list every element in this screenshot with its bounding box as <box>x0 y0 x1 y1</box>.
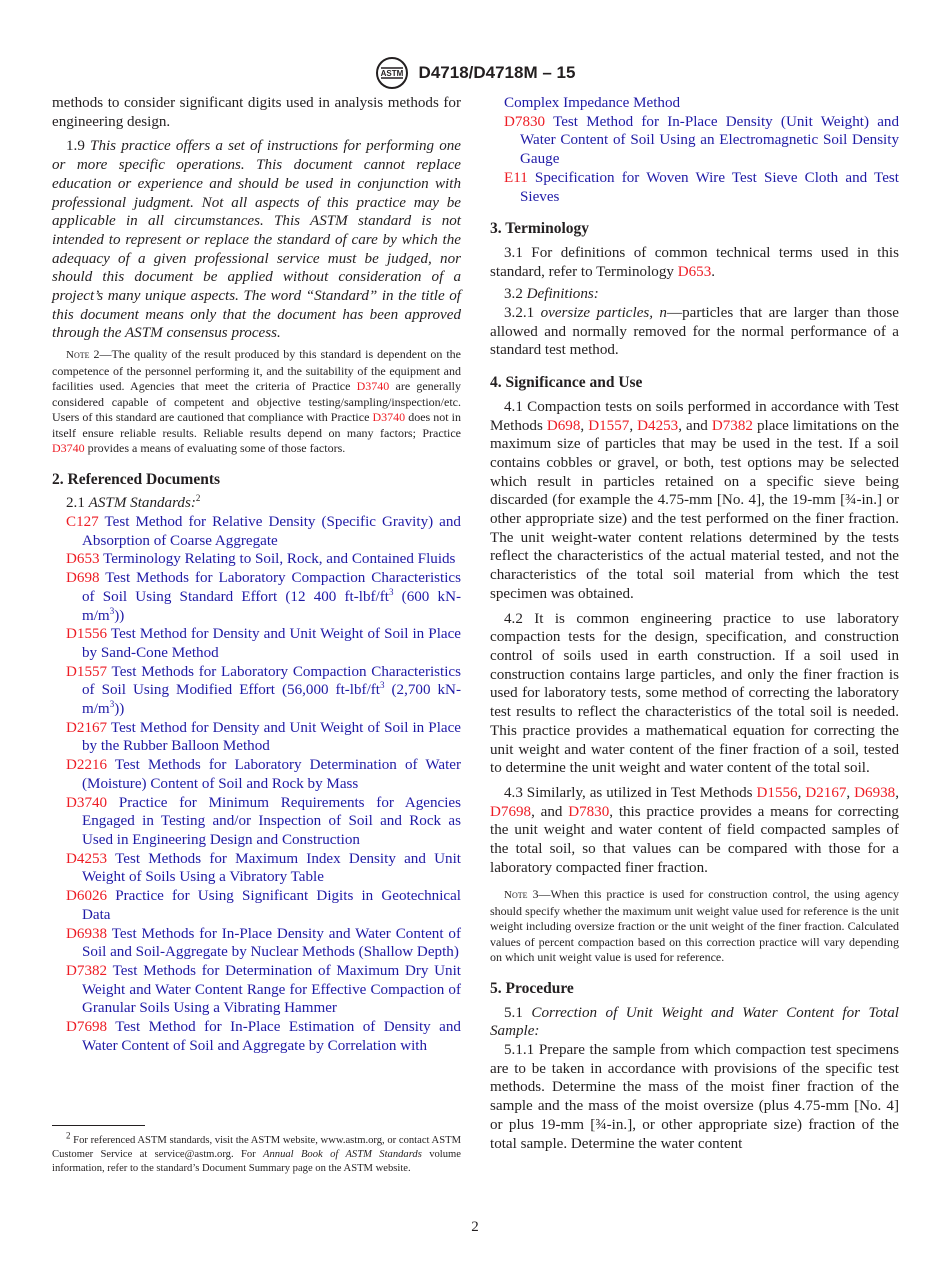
reference-item[interactable]: D1557 Test Methods for Laboratory Compaction Characteristics of Soil Using Modified Effort (56,000 $ft-lbf/ft^3$ (2,700 $kN-m/m^3$)) <box>66 663 461 718</box>
note-3: Note 3—When this practice is used for construction control, the using agency should specify whether the maximum unit weight value used for reference is the unit weight including oversize fraction or the unit weight of the finer fraction. Calculated values of percent compaction based on this correction practice will vary depending on which unit weight value is used for reference. <box>490 887 900 965</box>
reference-item[interactable]: D6938 Test Methods for In-Place Density and Water Content of Soil and Soil-Aggregate by Nuclear Methods (Shallow Depth) <box>66 925 461 961</box>
section-heading-5: 5. Procedure <box>490 979 574 997</box>
ref-link[interactable]: D4253 <box>637 417 679 434</box>
reference-item[interactable]: D4253 Test Methods for Maximum Index Density and Unit Weight of Soils Using a Vibratory Table <box>66 850 461 886</box>
page-header <box>0 56 950 90</box>
ref-link[interactable]: D3740 <box>372 410 406 425</box>
note-2: Note 2—The quality of the result produced by this standard is dependent on the competence of the personnel performing it, and the suitability of the equipment and facilities used. Agencies that meet the criteria of Practice D3740 are generally considered capable of competent and objective testing/sampling/inspection/etc. Users of this standard are cautioned that compliance with Practice D3740 does not in itself ensure reliable results. Reliable results depend on many factors; Practice D3740 provides a means of evaluating some of those factors. <box>52 347 461 456</box>
page-number: 2 <box>471 1219 479 1235</box>
reference-item[interactable]: D6026 Practice for Using Significant Digits in Geotechnical Data <box>66 888 461 923</box>
paragraph-1-9: 1.9 This practice offers a set of instructions for performing one or more specific operations. This document cannot replace education or experience and should be used in conjunction with professional judgment. Not all aspects of this practice may be applicable in all circumstances. This ASTM standard is not intended to represent or replace the standard of care by which the adequacy of a given professional service must be judged, nor should this document be applied without consideration of a project’s many unique aspects. The word “Standard” in the title of this document means only that the document has been approved through the ASTM consensus process. <box>52 138 461 342</box>
ref-link[interactable]: D3740 <box>52 441 85 456</box>
reference-item[interactable]: D1556 Test Method for Density and Unit Weight of Soil in Place by Sand-Cone Method <box>66 626 461 661</box>
reference-item[interactable]: D7382 Test Methods for Determination of Maximum Dry Unit Weight and Water Content Range for Effective Compaction of Granular Soils Using a Vibrating Hammer <box>66 962 461 1017</box>
ref-link[interactable]: D3740 <box>356 379 390 394</box>
astm-logo-icon <box>375 56 409 90</box>
ref-link[interactable]: D2167 <box>805 784 847 801</box>
svg-text:ASTM: ASTM <box>380 69 403 78</box>
paragraph-continuation: methods to consider significant digits used in analysis methods for engineering design. <box>52 95 461 130</box>
reference-item[interactable]: D698 Test Methods for Laboratory Compaction Characteristics of Soil Using Standard Effort (12 400 $ft-lbf/ft^3$ (600 $kN-m/m^3$)) <box>66 570 462 624</box>
section-heading-2: 2. Referenced Documents <box>52 470 221 488</box>
paragraph-2-1: 2.1 ASTM Standards:$^2$ <box>66 493 201 512</box>
paragraph-5-1-1: 5.1.1 Prepare the sample from which compaction test specimens are to be taken in accordance with provisions of the specific test methods. Determine the mass of the moist finer fraction of the sample and the mass of the moist oversize (plus 4.75-mm [No. 4] or plus 19-mm [¾-in.], or other appropriate size) fraction of the total sample. Determine the water content <box>490 1042 899 1152</box>
reference-item-continuation[interactable]: Complex Impedance Method <box>504 95 681 111</box>
footnote-rule <box>52 1125 145 1126</box>
ref-link[interactable]: D1556 <box>756 784 798 801</box>
paragraph-3-1: 3.1 For definitions of common technical terms used in this standard, refer to Terminology D653. <box>490 244 899 280</box>
ref-link[interactable]: D6938 <box>854 784 896 801</box>
ref-link[interactable]: D7830 <box>568 803 610 820</box>
reference-item[interactable]: D7698 Test Method for In-Place Estimation of Density and Water Content of Soil and Aggregate by Correlation with <box>66 1019 461 1054</box>
paragraph-4-2: 4.2 It is common engineering practice to use laboratory compaction tests for the design, specification, and construction control of soils used in earth construction. If a soil used in construction contains large particles, and only the finer fraction is used for laboratory tests, some method of correcting the laboratory test results to reflect the characteristics of the total soil is needed. This practice provides a mathematical equation for correcting the unit weight and water content of the finer fraction of a soil, tested to determine the unit weight and water content of the total soil. <box>490 610 899 777</box>
reference-item[interactable]: D2216 Test Methods for Laboratory Determination of Water (Moisture) Content of Soil and Rock by Mass <box>66 757 461 792</box>
standard-designation: D4718/D4718M – 15 <box>418 63 576 82</box>
paragraph-5-1: 5.1 Correction of Unit Weight and Water Content for Total Sample: <box>490 1004 899 1040</box>
paragraph-3-2-1: 3.2.1 oversize particles, n—particles that are larger than those allowed and normally removed for the normal performance of a standard test method. <box>490 305 899 359</box>
reference-item[interactable]: D7830 Test Method for In-Place Density (Unit Weight) and Water Content of Soil Using an Electromagnetic Soil Density Gauge <box>504 113 899 168</box>
ref-link[interactable]: D7698 <box>490 803 532 820</box>
ref-link[interactable]: D653 <box>677 263 712 280</box>
ref-link[interactable]: D1557 <box>588 417 630 434</box>
reference-item[interactable]: D653 Terminology Relating to Soil, Rock, and Contained Fluids <box>66 551 456 568</box>
section-heading-3: 3. Terminology <box>490 220 590 238</box>
ref-link[interactable]: D698 <box>546 417 581 434</box>
paragraph-4-3: 4.3 Similarly, as utilized in Test Methods D1556, D2167, D6938, D7698, and D7830, this practice provides a means for correcting the unit weight and water content of field compacted samples of the total soil, so that values can be compared with those for a laboratory compacted finer fraction. <box>490 784 900 876</box>
reference-item[interactable]: D3740 Practice for Minimum Requirements for Agencies Engaged in Testing and/or Inspection of Soil and Rock as Used in Engineering Design and Construction <box>66 794 461 848</box>
paragraph-3-2: 3.2 Definitions: <box>504 286 599 303</box>
right-column <box>490 94 899 1153</box>
paragraph-4-1: 4.1 Compaction tests on soils performed in accordance with Test Methods D698, D1557, D4253, and D7382 place limitations on the maximum size of particles that may be used in the test. If a soil contains cobbles or gravel, or both, test options may be selected which result in particles retained on a specific sieve being discarded (for example the 4.75-mm [No. 4], the 19-mm [¾-in.] or other appropriate size) and the test performed on the finer fraction. The unit weight-water content relations determined by the tests reflect the characteristics of the actual material tested, and not the characteristics of the total soil material from which the test specimen was obtained. <box>490 398 899 602</box>
reference-item[interactable]: D2167 Test Method for Density and Unit Weight of Soil in Place by the Rubber Balloon Method <box>66 719 461 755</box>
left-column <box>52 94 461 1055</box>
ref-link[interactable]: D7382 <box>711 417 753 434</box>
reference-item[interactable]: E11 Specification for Woven Wire Test Sieve Cloth and Test Sieves <box>504 169 899 205</box>
section-heading-4: 4. Significance and Use <box>490 374 643 392</box>
footnote-2: $^2$ For referenced ASTM standards, visit the ASTM website, www.astm.org, or contact ASTM Customer Service at service@astm.org. For Annual Book of ASTM Standards volume information, refer to the standard’s Document Summary page on the ASTM website. <box>52 1130 461 1174</box>
reference-list <box>52 513 461 1055</box>
reference-item[interactable]: C127 Test Method for Relative Density (Specific Gravity) and Absorption of Coarse Aggregate <box>66 514 461 549</box>
